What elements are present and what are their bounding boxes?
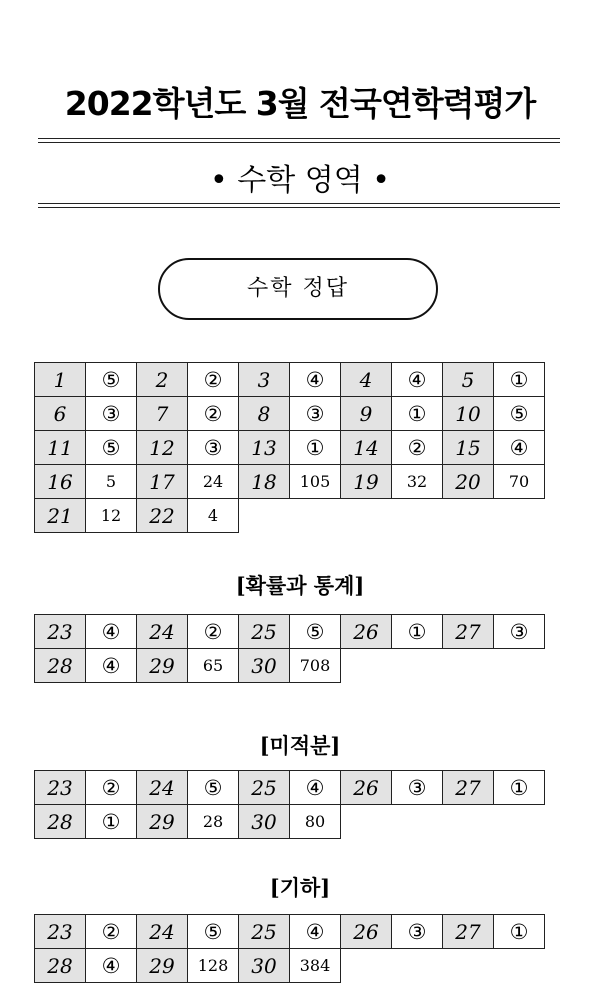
question-number: 13 [239,431,290,465]
answer-value: ② [392,431,443,465]
table-row [35,363,545,397]
answer-value: 70 [494,465,545,499]
question-number: 4 [341,363,392,397]
answer-value: ② [188,363,239,397]
table-row [35,649,545,683]
question-number: 23 [35,771,86,805]
question-number: 17 [137,465,188,499]
answer-table-calculus [34,770,545,839]
answer-value: ④ [290,771,341,805]
question-number: 28 [35,649,86,683]
subject-rule-bottom [38,203,560,204]
question-number: 29 [137,805,188,839]
question-number: 30 [239,649,290,683]
answer-value: ③ [188,431,239,465]
question-number: 27 [443,615,494,649]
question-number: 5 [443,363,494,397]
answer-value: ① [86,805,137,839]
question-number: 27 [443,915,494,949]
title-rule-top [38,138,560,139]
question-number: 2 [137,363,188,397]
table-row [35,499,545,533]
answer-value: 708 [290,649,341,683]
subject-rule-bottom-2 [38,207,560,208]
question-number: 26 [341,915,392,949]
answer-value: ③ [392,771,443,805]
answer-value: 24 [188,465,239,499]
question-number: 3 [239,363,290,397]
answer-value: 5 [86,465,137,499]
answer-value: ③ [86,397,137,431]
answer-value: ② [188,615,239,649]
answer-value: 4 [188,499,239,533]
answer-value: ③ [494,615,545,649]
answer-value: ① [494,915,545,949]
question-number: 26 [341,771,392,805]
answer-badge: 수학 정답 [158,258,438,320]
question-number: 25 [239,771,290,805]
answer-value: ⑤ [188,771,239,805]
question-number: 7 [137,397,188,431]
question-number: 24 [137,915,188,949]
question-number: 22 [137,499,188,533]
answer-value: ④ [392,363,443,397]
question-number: 24 [137,771,188,805]
question-number: 30 [239,949,290,983]
title-rule-top-2 [38,142,560,143]
question-number: 28 [35,805,86,839]
question-number: 30 [239,805,290,839]
answer-value: 80 [290,805,341,839]
table-row [35,805,545,839]
table-row [35,465,545,499]
question-number: 15 [443,431,494,465]
answer-value: ② [188,397,239,431]
answer-value: ⑤ [86,431,137,465]
answer-value: 12 [86,499,137,533]
question-number: 14 [341,431,392,465]
answer-value: ① [392,397,443,431]
answer-value: 32 [392,465,443,499]
answer-value: ⑤ [86,363,137,397]
answer-value: ④ [86,949,137,983]
question-number: 6 [35,397,86,431]
question-number: 24 [137,615,188,649]
answer-value: ⑤ [494,397,545,431]
question-number: 25 [239,615,290,649]
question-number: 12 [137,431,188,465]
answer-value: ② [86,915,137,949]
section-label-calculus: [미적분] [259,733,341,758]
answer-value: ④ [86,615,137,649]
page-title: 2022학년도 3월 전국연학력평가 [64,84,536,123]
table-row [35,949,545,983]
answer-value: ④ [290,363,341,397]
question-number: 29 [137,649,188,683]
answer-value: ⑤ [188,915,239,949]
answer-value: ① [290,431,341,465]
question-number: 20 [443,465,494,499]
table-row [35,771,545,805]
table-row [35,397,545,431]
table-row [35,615,545,649]
question-number: 23 [35,615,86,649]
table-row [35,915,545,949]
question-number: 1 [35,363,86,397]
question-number: 21 [35,499,86,533]
question-number: 26 [341,615,392,649]
section-label-geometry: [기하] [269,875,331,900]
answer-value: ① [392,615,443,649]
answer-value: 65 [188,649,239,683]
answer-table-probability [34,614,545,683]
section-label-probability: [확률과 통계] [235,573,365,598]
question-number: 27 [443,771,494,805]
answer-value: ⑤ [290,615,341,649]
answer-value: ③ [290,397,341,431]
question-number: 8 [239,397,290,431]
question-number: 11 [35,431,86,465]
question-number: 23 [35,915,86,949]
question-number: 25 [239,915,290,949]
answer-table-geometry [34,914,545,983]
answer-value: ④ [290,915,341,949]
question-number: 19 [341,465,392,499]
answer-value: 28 [188,805,239,839]
answer-value: ② [86,771,137,805]
question-number: 29 [137,949,188,983]
answer-value: ① [494,363,545,397]
subject-title: • 수학 영역 • [210,163,390,198]
question-number: 16 [35,465,86,499]
question-number: 10 [443,397,494,431]
answer-value: ④ [494,431,545,465]
question-number: 18 [239,465,290,499]
table-row [35,431,545,465]
answer-value: 105 [290,465,341,499]
question-number: 28 [35,949,86,983]
answer-value: ① [494,771,545,805]
answer-value: 384 [290,949,341,983]
answer-table-common [34,362,545,533]
answer-value: ③ [392,915,443,949]
question-number: 9 [341,397,392,431]
answer-value: ④ [86,649,137,683]
answer-value: 128 [188,949,239,983]
